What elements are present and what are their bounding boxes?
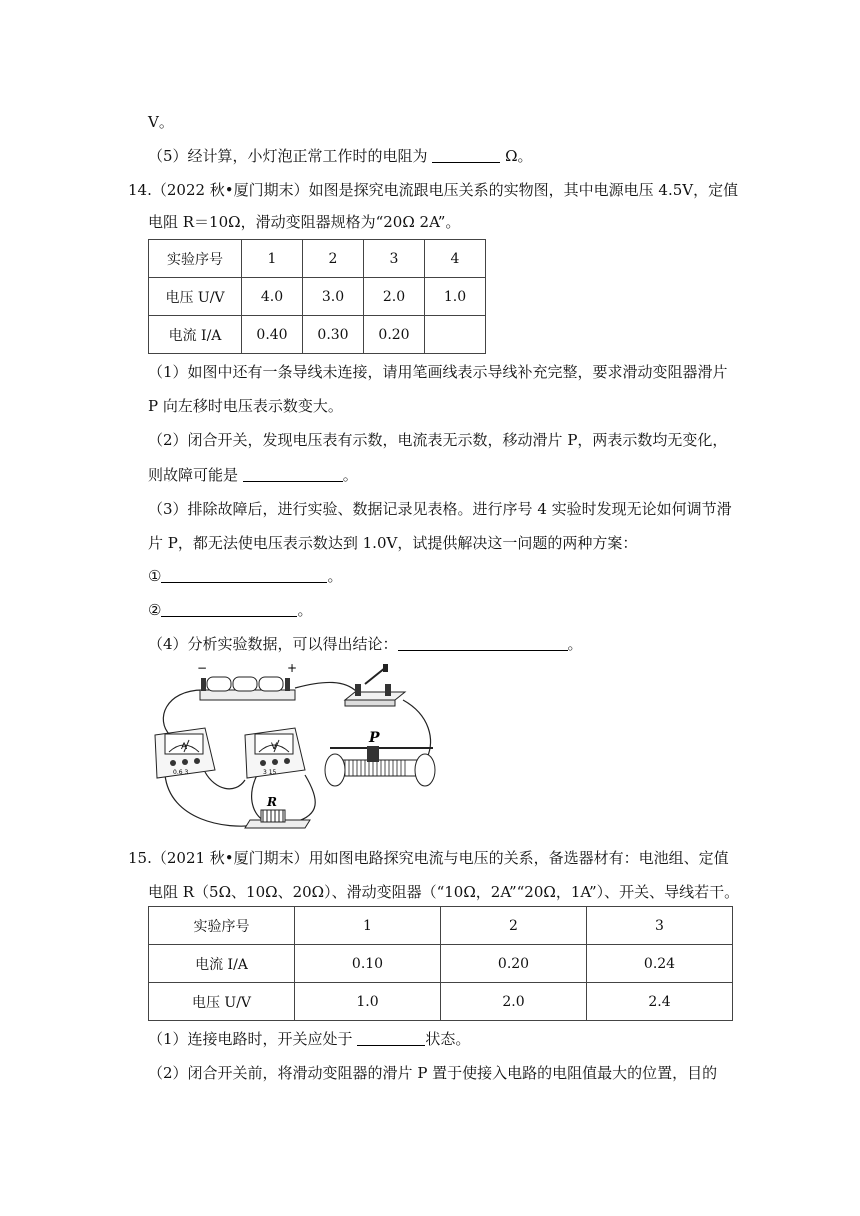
slide-rheostat xyxy=(325,730,435,786)
wire xyxy=(205,772,245,789)
table-cell: 2.0 xyxy=(441,983,587,1021)
answer-blank[interactable] xyxy=(161,601,297,617)
ammeter-scale-label: 0.6 3 xyxy=(173,769,189,776)
table-cell: 电压 U/V xyxy=(149,278,242,316)
slider-label: P xyxy=(369,730,380,746)
table-cell: 4.0 xyxy=(242,278,303,316)
table-cell: 0.10 xyxy=(295,945,441,983)
table-cell: 2.4 xyxy=(587,983,733,1021)
q14-stem-line1: 14.（2022 秋•厦门期末）如图是探究电流跟电压关系的实物图，其中电源电压 4.5V，定值 xyxy=(128,181,739,199)
q14-circuit-figure xyxy=(145,660,445,840)
wire xyxy=(295,682,357,692)
voltmeter-scale-label: 3 15 xyxy=(263,769,277,776)
table-cell: 0.24 xyxy=(587,945,733,983)
table-row xyxy=(149,907,733,945)
resistor-label: R xyxy=(267,795,277,809)
table-row xyxy=(149,316,486,354)
voltmeter xyxy=(245,728,305,778)
q14-part2-line1: （2）闭合开关，发现电压表有示数，电流表无示数，移动滑片 P，两表示数均无变化， xyxy=(148,431,728,449)
q14-part3-line2: 片 P，都无法使电压表示数达到 1.0V，试提供解决这一问题的两种方案： xyxy=(148,534,638,552)
table-cell: 1.0 xyxy=(295,983,441,1021)
wire xyxy=(163,690,203,735)
table-cell: 2.0 xyxy=(364,278,425,316)
q14-stem-line2: 电阻 R＝10Ω，滑动变阻器规格为“20Ω 2A”。 xyxy=(148,213,461,231)
table-cell: 0.40 xyxy=(242,316,303,354)
table-cell: 电压 U/V xyxy=(149,983,295,1021)
table-cell: 1 xyxy=(295,907,441,945)
table-cell: 电流 I/A xyxy=(149,945,295,983)
table-cell: 实验序号 xyxy=(149,907,295,945)
q13-part5: （5）经计算，小灯泡正常工作时的电阻为 Ω。 xyxy=(148,147,533,165)
answer-blank[interactable] xyxy=(243,466,343,482)
table-cell: 实验序号 xyxy=(149,240,242,278)
switch[interactable] xyxy=(345,664,405,706)
table-cell: 3.0 xyxy=(303,278,364,316)
table-cell: 2 xyxy=(303,240,364,278)
ammeter-label: A xyxy=(181,742,188,752)
table-row xyxy=(149,278,486,316)
wire xyxy=(403,700,430,758)
voltmeter-label: V xyxy=(271,742,278,752)
q14-part3-line1: （3）排除故障后，进行实验、数据记录见表格。进行序号 4 实验时发现无论如何调节滑 xyxy=(148,500,732,518)
table-cell: 3 xyxy=(364,240,425,278)
minus-terminal-label: − xyxy=(197,661,208,675)
q14-part1-line2: P 向左移时电压表示数变大。 xyxy=(148,397,343,415)
battery-pack xyxy=(197,661,297,700)
table-row xyxy=(149,240,486,278)
q15-data-table xyxy=(148,906,733,1021)
q14-part3-option2: ② 。 xyxy=(148,601,313,619)
q14-part3-option1: ① 。 xyxy=(148,567,343,585)
answer-blank[interactable] xyxy=(432,147,500,163)
table-cell: 4 xyxy=(425,240,486,278)
q15-stem-line1: 15.（2021 秋•厦门期末）用如图电路探究电流与电压的关系，备选器材有：电池组、定值 xyxy=(128,849,729,867)
wire xyxy=(295,775,315,822)
plus-terminal-label: + xyxy=(287,661,298,675)
q15-stem-line2: 电阻 R（5Ω、10Ω、20Ω）、滑动变阻器（“10Ω，2A”“20Ω，1A”）、开关、导线若干。 xyxy=(148,883,740,901)
table-cell: 0.30 xyxy=(303,316,364,354)
table-cell: 3 xyxy=(587,907,733,945)
q15-part2-line1: （2）闭合开关前，将滑动变阻器的滑片 P 置于使接入电路的电阻值最大的位置，目的 xyxy=(148,1064,718,1082)
table-row xyxy=(149,983,733,1021)
q14-data-table xyxy=(148,239,486,354)
table-row xyxy=(149,945,733,983)
table-cell: 2 xyxy=(441,907,587,945)
q14-part4: （4）分析实验数据，可以得出结论： 。 xyxy=(148,635,583,653)
q14-part1-line1: （1）如图中还有一条导线未连接，请用笔画线表示导线补充完整，要求滑动变阻器滑片 xyxy=(148,363,728,381)
table-cell: 0.20 xyxy=(364,316,425,354)
answer-blank[interactable] xyxy=(398,635,568,651)
table-cell: 1 xyxy=(242,240,303,278)
q13-v-unit: V。 xyxy=(148,113,174,131)
q14-part2-line2: 则故障可能是 。 xyxy=(148,466,358,484)
q15-part1: （1）连接电路时，开关应处于 状态。 xyxy=(148,1030,471,1048)
table-cell: 电流 I/A xyxy=(149,316,242,354)
ammeter xyxy=(155,728,215,778)
answer-blank[interactable] xyxy=(357,1030,425,1046)
table-cell[interactable] xyxy=(425,316,486,354)
answer-blank[interactable] xyxy=(161,567,327,583)
table-cell: 1.0 xyxy=(425,278,486,316)
table-cell: 0.20 xyxy=(441,945,587,983)
